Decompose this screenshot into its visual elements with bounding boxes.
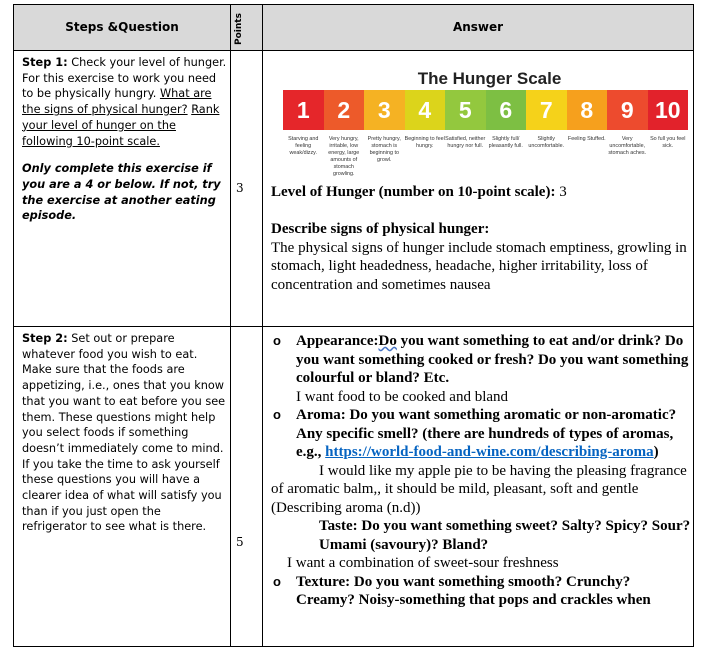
hunger-scale-box-4: 4 [405,90,446,130]
hunger-scale-desc-9: Very uncomfortable, stomach aches. [608,136,647,156]
hunger-scale-image [283,69,688,177]
step1-note: Only complete this exercise if you are a 4 or below. If not, try the exercise at another eating episode. [22,162,221,223]
hunger-scale-desc-5: Satisfied, neither hungry nor full. [445,136,486,149]
step1-points: 3 [236,181,244,195]
hunger-scale-descriptions [283,136,688,178]
step1-question [22,55,227,224]
hunger-scale-desc-2: Very hungry, irritable, low energy, large amounts of stomach growling. [328,136,360,177]
hunger-scale-box-8: 8 [567,90,608,130]
step1-question-text: What are the signs of physical hunger? [22,87,212,117]
step2-points-cell [231,327,263,647]
step2-points: 5 [236,535,244,549]
hunger-scale-box-9: 9 [607,90,648,130]
aroma-close: ) [653,444,659,460]
hunger-scale-desc-7: Slightly uncomfortable. [528,136,565,149]
header-points-label: Points [234,13,244,45]
hunger-scale-box-2: 2 [324,90,365,130]
step2-answer-cell [263,327,694,647]
appearance-label: Appearance: [296,333,379,349]
hunger-scale-desc-3: Pretty hungry, stomach is beginning to growl. [367,136,401,163]
appearance-question-text: you want something to eat and/or drink? Do you want something cooked or fresh? Do you want something colourful or bland? Etc. [296,333,689,386]
taste-answer: I want a combination of sweet-sour freshness [287,555,559,571]
hunger-signs-text: The physical signs of hunger include stomach emptiness, growling in stomach, light headedness, headache, higher irritability, loss of concentration and sometimes nausea [271,239,687,293]
header-answer-label: Answer [452,20,504,34]
hunger-level-value: 3 [559,184,567,200]
step1-label: Step 1: [22,56,68,69]
hunger-signs-label: Describe signs of physical hunger: [271,221,490,237]
aroma-question-text: Aroma: Do you want something aromatic or non-aromatic? Any specific smell? (there are hundreds of types of aromas, e.g., [296,407,677,460]
hunger-level-answer [271,183,691,202]
header-points [231,4,263,51]
header-answer [263,4,694,51]
header-steps-label: Steps &Question [65,20,179,34]
aroma-answer: I would like my apple pie to be having the pleasing fragrance of aromatic balm,, it should be mild, pleasant, soft and gentle (Describing aroma (n.d)) [271,462,687,516]
aroma-link[interactable]: https://world-food-and-wine.com/describing-aroma [325,444,654,460]
hunger-scale-title: The Hunger Scale [417,69,562,88]
hunger-scale-desc-10: So full you feel sick. [650,136,686,149]
step2-question-cell [13,327,231,647]
hunger-level-label: Level of Hunger (number on 10-point scale): [271,184,560,200]
hunger-scale-desc-6: Slightly full/ pleasantly full. [488,136,523,149]
header-steps [13,4,231,51]
step2-label: Step 2: [22,332,68,345]
hunger-scale-desc-4: Beginning to feel hungry. [404,136,445,149]
hunger-scale-box-10: 10 [648,90,689,130]
appearance-answer: I want food to be cooked and bland [296,388,509,405]
step1-text: Check your level of hunger. For this exercise to work you need to be physically hungry. [22,56,227,101]
hunger-scale-boxes [283,90,688,130]
step2-text: Set out or prepare whatever food you wish to eat. Make sure that the foods are appetizing, i.e., ones that you know that you want to eat before you see them. These questions might help you select foods if something doesn’t immediately come to mind. If you take the time to ask yourself these questions you will have a clearer idea of what will satisfy you than if you just open the refrigerator to see what is there. [22,332,226,534]
hunger-scale-box-3: 3 [364,90,405,130]
step2-question [22,331,227,535]
texture-question: o Texture: Do you want something smooth? Crunchy? Creamy? Noisy-something that pops and crackles when [271,573,691,610]
hunger-scale-box-1: 1 [283,90,324,130]
appearance-do: Do [378,333,397,349]
taste-question: Taste: Do you want something sweet? Salty? Spicy? Sour? Umami (savoury)? Bland? [319,518,691,553]
step1-answer-cell [263,51,694,327]
step1-points-cell [231,51,263,327]
step1-rank-text: Rank your level of hunger on the following 10-point scale. [22,103,220,148]
hunger-scale-desc-1: Starving and feeling weak/dizzy. [288,136,319,156]
appearance-question [271,332,691,388]
hunger-signs-answer [271,220,691,294]
aroma-question [271,406,691,462]
step2-answers [271,332,691,610]
assignment-table [13,4,694,644]
hunger-scale-desc-8: Feeling Stuffed. [567,136,606,142]
step1-question-cell [13,51,231,327]
hunger-scale-box-7: 7 [526,90,567,130]
hunger-scale-box-5: 5 [445,90,486,130]
hunger-scale-box-6: 6 [486,90,527,130]
